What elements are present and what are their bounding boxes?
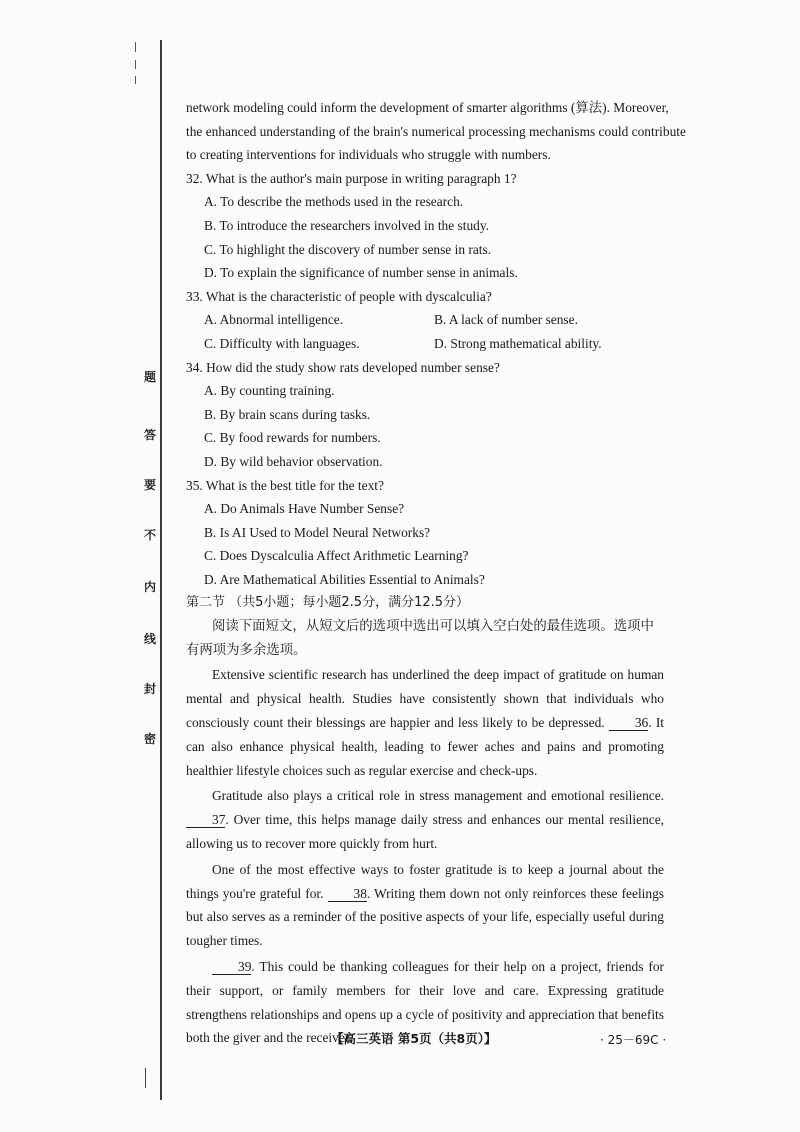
option-d: D. By wild behavior observation. xyxy=(204,453,383,469)
blank-37: 37 xyxy=(186,812,225,828)
paragraph-text: . It can also enhance physical health, leading to fewer aches and pains and promoting healthier lifestyle choices such as regular exercise and check-ups. xyxy=(186,715,664,778)
punch-mark xyxy=(135,60,136,69)
punch-mark xyxy=(135,42,136,52)
passage-ending xyxy=(186,96,686,167)
option-a: A. To describe the methods used in the research. xyxy=(204,194,464,210)
option-d: D. Strong mathematical ability. xyxy=(434,335,602,351)
page-content xyxy=(186,96,686,1050)
option-d: D. Are Mathematical Abilities Essential to Animals? xyxy=(204,571,485,587)
option-c: C. Difficulty with languages. xyxy=(204,335,360,351)
seal-char: 答 xyxy=(143,428,156,442)
section-2 xyxy=(186,591,667,1050)
seal-char: 不 xyxy=(143,528,156,542)
paragraph-text: Extensive scientific research has underlined the deep impact of gratitude on human mental and physical health. Studies have consistently shown that individuals who consciously count their blessings are happier and less likely to be depressed. xyxy=(186,667,664,731)
option-c: C. Does Dyscalculia Affect Arithmetic Learning? xyxy=(204,548,469,564)
blank-38: 38 xyxy=(328,886,367,902)
option-c: C. By food rewards for numbers. xyxy=(204,430,381,446)
section-instruction: 阅读下面短文，从短文后的选项中选出可以填入空白处的最佳选项。选项中有两项为多余选项。 xyxy=(186,619,654,659)
question-stem: 35. What is the best title for the text? xyxy=(186,477,384,493)
question-35 xyxy=(186,474,664,592)
blank-39: 39 xyxy=(212,959,251,975)
option-c: C. To highlight the discovery of number sense in rats. xyxy=(204,241,492,257)
question-32 xyxy=(186,167,664,285)
cloze-paragraph-2 xyxy=(186,784,664,855)
question-stem: 33. What is the characteristic of people with dyscalculia? xyxy=(186,288,492,304)
option-d: D. To explain the significance of number sense in animals. xyxy=(204,265,518,281)
cloze-paragraph-1 xyxy=(186,663,664,782)
seal-char: 内 xyxy=(143,580,156,594)
passage-line: the enhanced understanding of the brain's numerical processing mechanisms could contribute xyxy=(186,123,686,139)
seal-char: 要 xyxy=(143,478,156,492)
seal-char: 题 xyxy=(143,370,156,384)
passage-line: to creating interventions for individuals who struggle with numbers. xyxy=(186,147,551,163)
paper-code: · 25－69C · xyxy=(600,1033,667,1047)
section-heading: 第二节 （共5小题；每小题2.5分，满分12.5分） xyxy=(186,595,470,611)
page-footer: 【高三英语 第5页（共8页）】 xyxy=(331,1031,497,1046)
cloze-paragraph-3 xyxy=(186,858,664,953)
punch-mark xyxy=(135,76,136,84)
question-33 xyxy=(186,285,664,356)
question-stem: 34. How did the study show rats developed number sense? xyxy=(186,359,500,375)
binding-line xyxy=(160,40,162,1100)
blank-36: 36 xyxy=(609,715,648,731)
paragraph-text: . This could be thanking colleagues for their help on a project, friends for their support, or family members for their love and care. Expressing gratitude strengthens relationships and opens up a cycle of positivity and appreciation that benefits both the giver and the receiver. xyxy=(186,959,664,1046)
option-a: A. By counting training. xyxy=(204,383,335,399)
question-stem: 32. What is the author's main purpose in writing paragraph 1? xyxy=(186,170,517,186)
paragraph-text: Gratitude also plays a critical role in stress management and emotional resilience. xyxy=(212,788,664,804)
paragraph-text: . Over time, this helps manage daily stress and enhances our mental resilience, allowing us to recover more quickly from hurt. xyxy=(186,812,664,852)
option-a: A. Abnormal intelligence. xyxy=(204,312,344,328)
option-row xyxy=(186,308,664,332)
question-34 xyxy=(186,356,664,474)
option-row xyxy=(186,332,664,356)
option-b: B. To introduce the researchers involved in the study. xyxy=(204,217,490,233)
option-b: B. By brain scans during tasks. xyxy=(204,406,371,422)
paragraph-text: One of the most effective ways to foster gratitude is to keep a journal about the things you're grateful for. xyxy=(186,861,664,901)
option-b: B. Is AI Used to Model Neural Networks? xyxy=(204,524,431,540)
passage-line: network modeling could inform the development of smarter algorithms (算法). Moreover, xyxy=(186,100,669,115)
seal-char: 封 xyxy=(143,682,156,696)
option-b: B. A lack of number sense. xyxy=(434,312,578,328)
option-a: A. Do Animals Have Number Sense? xyxy=(204,501,405,517)
binding-line-tail xyxy=(145,1068,146,1088)
seal-char: 线 xyxy=(143,632,156,646)
seal-char: 密 xyxy=(143,732,156,746)
paragraph-text: . Writing them down not only reinforces these feelings but also serves as a reminder of the positive aspects of your life, especially useful during tougher times. xyxy=(186,885,664,949)
